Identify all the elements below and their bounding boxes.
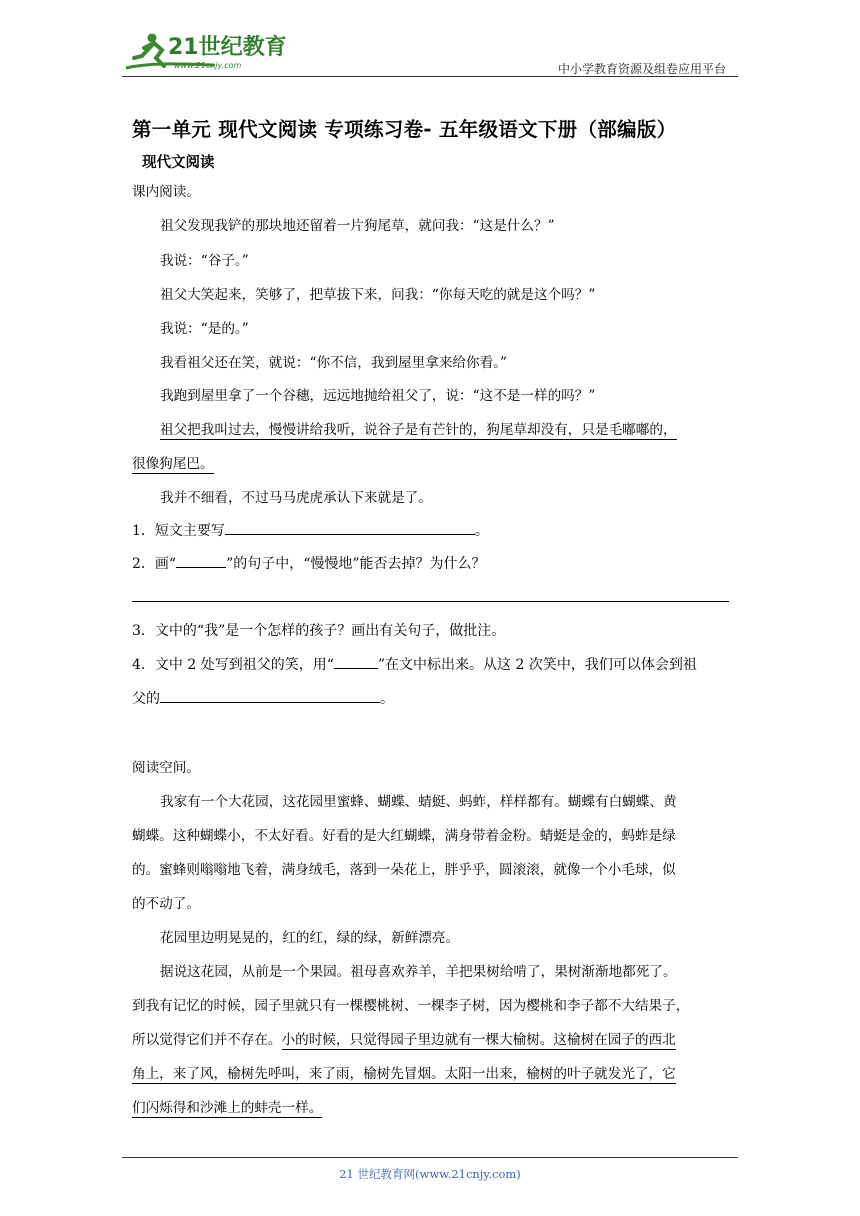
passage-line: 到我有记忆的时候，园子里就只有一棵樱桃树、一棵李子树，因为樱桃和李子都不大结果子， [132,998,690,1014]
passage-line: 据说这花园，从前是一个果园。祖母喜欢养羊，羊把果树给啃了，果树渐渐地都死了。 [160,964,677,980]
page-header [122,28,738,78]
passage-line: 我家有一个大花园，这花园里蜜蜂、蝴蝶、蜻蜓、蚂蚱，样样都有。蝴蝶有白蝴蝶、黄 [160,794,677,810]
header-rule [122,76,738,77]
section-heading: 现代文阅读 [142,155,215,171]
underlined-sentence: 祖父把我叫过去，慢慢讲给我听，说谷子是有芒针的，狗尾草却没有，只是毛嘟嘟的， [160,422,677,438]
passage-line: 蝴蝶。这种蝴蝶小，不太好看。好看的是大红蝴蝶，满身带着金粉。蜻蜓是金的，蚂蚱是绿 [132,828,676,844]
svg-text:www.21cnjy.com: www.21cnjy.com [174,61,242,70]
passage-line: 我看祖父还在笑，就说：“你不信，我到屋里拿来给你看。” [160,355,507,371]
passage-line: 的。蜜蜂则嗡嗡地飞着，满身绒毛，落到一朵花上，胖乎乎，圆滚滚，就像一个小毛球，似 [132,862,676,878]
part2-label: 阅读空间。 [132,760,200,776]
answer-blank[interactable] [160,690,380,703]
question-1: 1．短文主要写 。 [132,523,489,539]
page-footer: 21 世纪教育网(www.21cnjy.com) [339,1167,521,1181]
question-4: 4．文中 2 处写到祖父的笑，用“ ”在文中标出来。从这 2 次笑中，我们可以体会到祖 [132,657,697,673]
passage-line: 祖父大笑起来，笑够了，把草拔下来，问我：“你每天吃的就是这个吗？” [160,287,596,303]
question-3: 3．文中的“我”是一个怎样的孩子？画出有关句子，做批注。 [132,623,506,639]
page-title: 第一单元 现代文阅读 专项练习卷- 五年级语文下册（部编版） [132,118,677,141]
answer-blank[interactable] [225,522,475,535]
logo [122,28,292,74]
svg-text:21世纪教育: 21世纪教育 [168,35,287,60]
footer-rule [122,1157,738,1158]
passage-line: 花园里边明晃晃的，红的红，绿的绿，新鲜漂亮。 [160,930,460,946]
passage-line: 我说：“谷子。” [160,253,249,269]
underlined-sentence: 角上，来了风，榆树先呼叫，来了雨，榆树先冒烟。太阳一出来，榆树的叶子就发光了，它 [132,1066,676,1082]
underlined-sentence: 小的时候，只觉得园子里边就有一棵大榆树。这榆树在园子的西北 [281,1032,676,1048]
question-2: 2．画“ ”的句子中，“慢慢地”能否去掉？为什么？ [132,556,486,572]
passage-line: 我跑到屋里拿了一个谷穗，远远地抛给祖父了，说：“这不是一样的吗？” [160,388,596,404]
answer-line[interactable] [132,601,729,602]
question-4-cont: 父的 。 [132,691,394,707]
underline-sample [334,656,378,669]
passage-line: 的不动了。 [132,896,200,912]
passage-line: 祖父发现我铲的那块地还留着一片狗尾草，就问我：“这是什么？” [160,218,555,234]
platform-label: 中小学教育资源及组卷应用平台 [557,62,726,76]
passage-line: 我并不细看，不过马马虎虎承认下来就是了。 [160,490,432,506]
underlined-sentence: 们闪烁得和沙滩上的蚌壳一样。 [132,1100,323,1116]
passage-line: 所以觉得它们并不存在。小的时候，只觉得园子里边就有一棵大榆树。这榆树在园子的西北 [132,1032,676,1048]
passage-line: 我说：“是的。” [160,321,249,337]
underlined-sentence: 很像狗尾巴。 [132,456,214,472]
part1-label: 课内阅读。 [132,184,200,200]
underline-sample [176,555,226,568]
